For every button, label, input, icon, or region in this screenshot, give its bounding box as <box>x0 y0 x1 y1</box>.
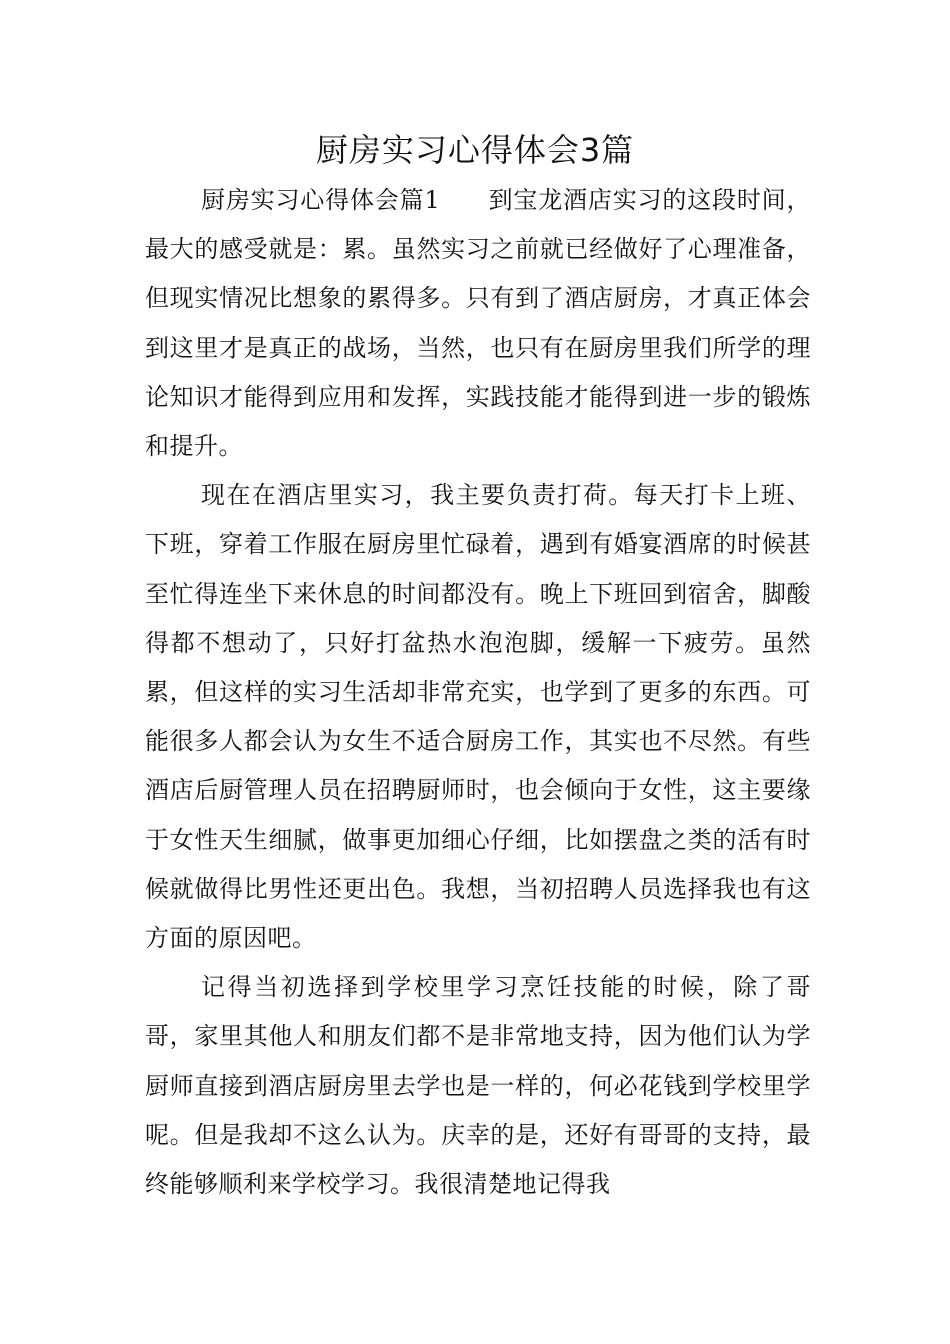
document-body <box>145 176 811 1209</box>
paragraph-1 <box>145 176 811 471</box>
paragraph-3: 记得当初选择到学校里学习烹饪技能的时候，除了哥哥，家里其他人和朋友们都不是非常地支持，因为他们认为学厨师直接到酒店厨房里去学也是一样的，何必花钱到学校里学呢。但是我却不这么认为。庆幸的是，还好有哥哥的支持，最终能够顺利来学校学习。我很清楚地记得我 <box>145 973 811 1199</box>
paragraph-1-text: 到宝龙酒店实习的这段时间，最大的感受就是：累。虽然实习之前就已经做好了心理准备，但现实情况比想象的累得多。只有到了酒店厨房，才真正体会到这里才是真正的战场，当然，也只有在厨房里我们所学的理论知识才能得到应用和发挥，实践技能才能得到进一步的锻炼和提升。 <box>145 186 811 461</box>
section-heading: 厨房实习心得体会篇1 <box>201 186 441 214</box>
document-title: 厨房实习心得体会3篇 <box>315 131 635 169</box>
paragraph-2: 现在在酒店里实习，我主要负责打荷。每天打卡上班、下班，穿着工作服在厨房里忙碌着，遇到有婚宴酒席的时候甚至忙得连坐下来休息的时间都没有。晚上下班回到宿舍，脚酸得都不想动了，只好打盆热水泡泡脚，缓解一下疲劳。虽然累，但这样的实习生活却非常充实，也学到了更多的东西。可能很多人都会认为女生不适合厨房工作，其实也不尽然。有些酒店后厨管理人员在招聘厨师时，也会倾向于女性，这主要缘于女性天生细腻，做事更加细心仔细，比如摆盘之类的活有时候就做得比男性还更出色。我想，当初招聘人员选择我也有这方面的原因吧。 <box>145 481 811 953</box>
